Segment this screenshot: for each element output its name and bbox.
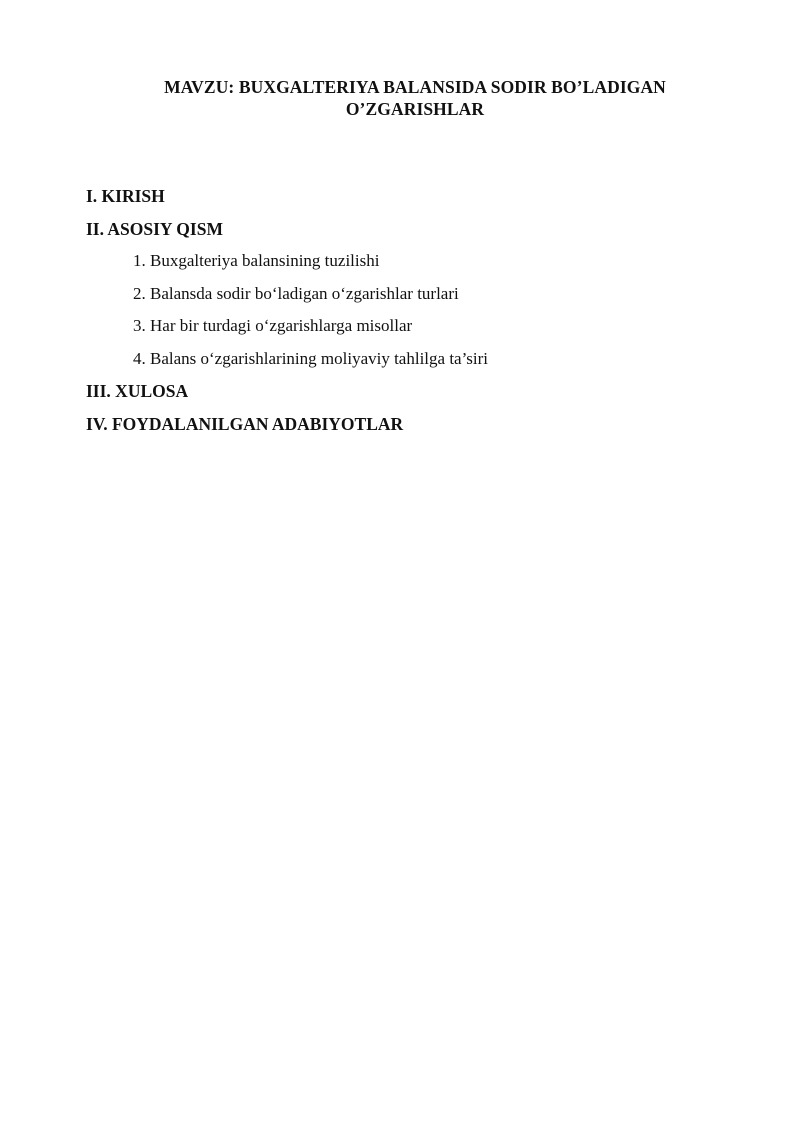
- subsection-2: 2. Balansda sodir bo‘ladigan o‘zgarishlar turlari: [133, 283, 459, 303]
- table-of-contents: [86, 184, 726, 444]
- document-title: [86, 76, 744, 120]
- title-line-2: O’ZGARISHLAR: [345, 99, 485, 119]
- section-references: IV. FOYDALANILGAN ADABIYOTLAR: [86, 413, 404, 434]
- title-line-1: MAVZU: BUXGALTERIYA BALANSIDA SODIR BO’LADIGAN: [164, 77, 666, 97]
- section-conclusion: III. XULOSA: [86, 381, 189, 401]
- subsection-1: 1. Buxgalteriya balansining tuzilishi: [133, 251, 380, 270]
- subsection-4: 4. Balans o‘zgarishlarining moliyaviy tahlilga ta’siri: [133, 348, 489, 368]
- subsection-3: 3. Har bir turdagi o‘zgarishlarga misollar: [133, 316, 413, 335]
- section-introduction: I. KIRISH: [86, 186, 165, 206]
- section-main-part: II. ASOSIY QISM: [86, 218, 223, 239]
